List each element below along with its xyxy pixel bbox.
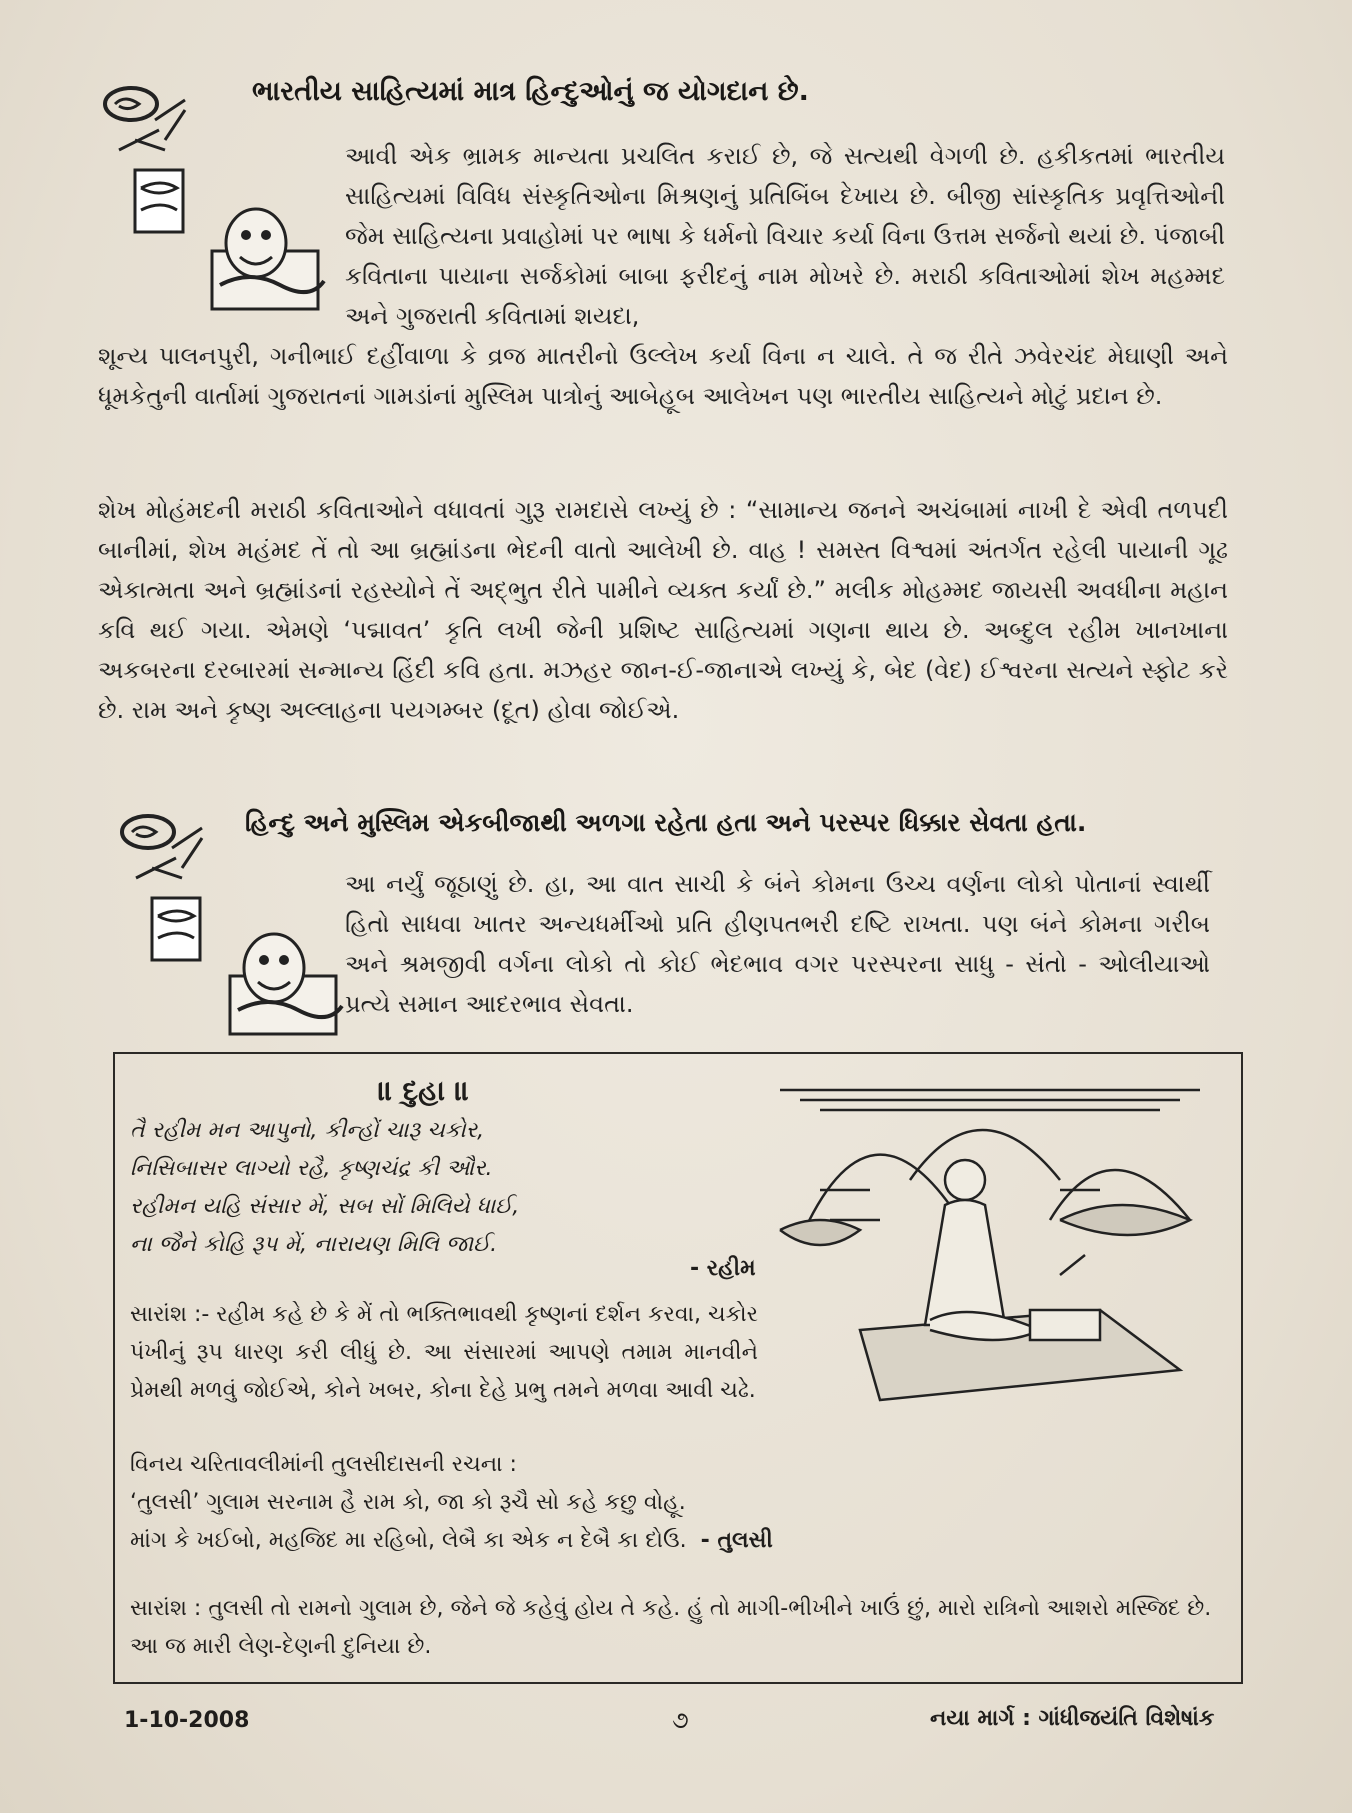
poem-line: ના જૈને કોહિ રૂપ મેં, નારાયણ મિલિ જાઈ. bbox=[130, 1232, 498, 1257]
poem-line: નિસિબાસર લાગ્યો રહૈ, કૃષ્ણચંદ્ર કી ઔર. bbox=[130, 1156, 493, 1181]
tulsi-summary: સારાંશ : તુલસી તો રામનો ગુલામ છે, જેને જે કહેવું હોય તે કહે. હું તો માગી-ભીખીને ખાઉં છું, મારો રાત્રિનો આશરો મસ્જિદ છે. આ જ મારી લેણ-દેણની દુનિયા છે. bbox=[130, 1596, 1212, 1659]
section2-heading: હિન્દુ અને મુસ્લિમ એકબીજાથી અળગા રહેતા હતા અને પરસ્પર ધિક્કાર સેવતા હતા. bbox=[245, 808, 1087, 837]
tulsi-author: - તુલસી bbox=[700, 1528, 773, 1553]
doha-title: ॥ દુહા ॥ bbox=[378, 1074, 470, 1107]
publication-name: નયા માર્ગ : ગાંધીજયંતિ વિશેષાંક bbox=[930, 1706, 1215, 1731]
section1-intro-continued: શૂન્ય પાલનપુરી, ગનીભાઈ દહીંવાળા કે વ્રજ માતરીનો ઉલ્લેખ કર્યા વિના ન ચાલે. તે જ રીતે ઝવેરચંદ મેઘાણી અને ધૂમકેતુની વાર્તામાં ગુજરાતનાં ગામડાંનાં મુસ્લિમ પાત્રોનું આબેહૂબ આલેખન પણ ભારતીય સાહિત્યને મોટું પ્રદાન છે. bbox=[98, 342, 1228, 410]
section1-body-paragraph: શેખ મોહંમદની મરાઠી કવિતાઓને વધાવતાં ગુરૂ રામદાસે લખ્યું છે : “સામાન્ય જનને અચંબામાં નાખી દે એવી તળપદી બાનીમાં, શેખ મહંમદ તેં તો આ બ્રહ્માંડના ભેદની વાતો આલેખી છે. વાહ ! સમસ્ત વિશ્વમાં અંતર્ગત રહેલી પાયાની ગૂઢ એકાત્મતા અને બ્રહ્માંડનાં રહસ્યોને તેં અદ્‌ભુત રીતે પામીને વ્યક્ત કર્યાં છે.” મલીક મોહમ્મદ જાયસી અવધીના મહાન કવિ થઈ ગયા. એમણે ‘પદ્માવત’ કૃતિ લખી જેની પ્રશિષ્ટ સાહિત્યમાં ગણના થાય છે. અબ્દુલ રહીમ ખાનખાના અકબરના દરબારમાં સન્માન્ય હિંદી કવિ હતા. મઝહર જાન-ઈ-જાનાએ લખ્યું કે, બેદ (વેદ) ઈશ્વરના સત્યને સ્ફોટ કરે છે. રામ અને કૃષ્ણ અલ્લાહના પયગમ્બર (દૂત) હોવા જોઈએ. bbox=[98, 496, 1228, 724]
tulsi-section bbox=[130, 1446, 880, 1560]
rahim-summary: સારાંશ :- રહીમ કહે છે કે મેં તો ભક્તિભાવથી કૃષ્ણનાં દર્શન કરવા, ચકોર પંખીનું રૂપ ધારણ કરી લીધું છે. આ સંસારમાં આપણે તમામ માનવીને પ્રેમથી મળવું જોઈએ, કોને ખબર, કોના દેહે પ્રભુ તમને મળવા આવી ચઢે. bbox=[130, 1302, 758, 1403]
doha-poem bbox=[130, 1112, 750, 1264]
poem-line: તૈ રહીમ મન આપુનો, કીન્હોં ચારૂ ચકોર, bbox=[130, 1118, 485, 1143]
page-number: ૭ bbox=[672, 1706, 689, 1734]
seated-poet-illustration bbox=[760, 1070, 1220, 1410]
tulsi-intro: વિનય ચરિતાવલીમાંની તુલસીદાસની રચના : bbox=[130, 1452, 517, 1477]
section1-heading: ભારતીય સાહિત્યમાં માત્ર હિન્દુઓનું જ યોગદાન છે. bbox=[252, 76, 809, 107]
tulsi-line: ‘તુલસી’ ગુલામ સરનામ હૈ રામ કો, જા કો રૂચૈ સો કહે કછુ વોહૂ. bbox=[130, 1490, 686, 1515]
section2-paragraph: આ નર્યું જૂઠાણું છે. હા, આ વાત સાચી કે બંને કોમના ઉચ્ચ વર્ણના લોકો પોતાનાં સ્વાર્થી હિતો સાધવા ખાતર અન્યધર્મીઓ પ્રતિ હીણપતભરી દષ્ટિ રાખતા. પણ બંને કોમના ગરીબ અને શ્રમજીવી વર્ગના લોકો તો કોઈ ભેદભાવ વગર પરસ્પરના સાધુ - સંતો - ઓલીયાઓ પ્રત્યે સમાન આદરભાવ સેવતા. bbox=[345, 870, 1210, 1018]
tulsi-line: માંગ કે ખઈબો, મહજિદ મા રહિબો, લેબૈ કા એક ન દેબૈ કા દોઉ. bbox=[130, 1528, 687, 1553]
poem-line: રહીમન યહિ સંસાર મેં, સબ સોં મિલિયે ધાઈ, bbox=[130, 1194, 520, 1219]
footer-date: 1-10-2008 bbox=[124, 1708, 250, 1733]
decorative-plant-icon bbox=[112, 808, 232, 968]
cartoon-face-icon bbox=[210, 205, 330, 315]
cartoon-face-icon bbox=[228, 930, 348, 1040]
decorative-plant-icon bbox=[95, 80, 215, 240]
section1-intro-paragraph: આવી એક ભ્રામક માન્યતા પ્રચલિત કરાઈ છે, જે સત્યથી વેગળી છે. હકીકતમાં ભારતીય સાહિત્યમાં વિવિધ સંસ્કૃતિઓના મિશ્રણનું પ્રતિબિંબ દેખાય છે. બીજી સાંસ્કૃતિક પ્રવૃત્તિઓની જેમ સાહિત્યના પ્રવાહોમાં પર ભાષા કે ધર્મનો વિચાર કર્યા વિના ઉત્તમ સર્જનો થયાં છે. પંજાબી કવિતાના પાયાના સર્જકોમાં બાબા ફરીદનું નામ મોખરે છે. મરાઠી કવિતાઓમાં શેખ મહમ્મદ અને ગુજરાતી કવિતામાં શયદા, bbox=[345, 142, 1225, 330]
poem-author: - રહીમ bbox=[690, 1256, 756, 1281]
